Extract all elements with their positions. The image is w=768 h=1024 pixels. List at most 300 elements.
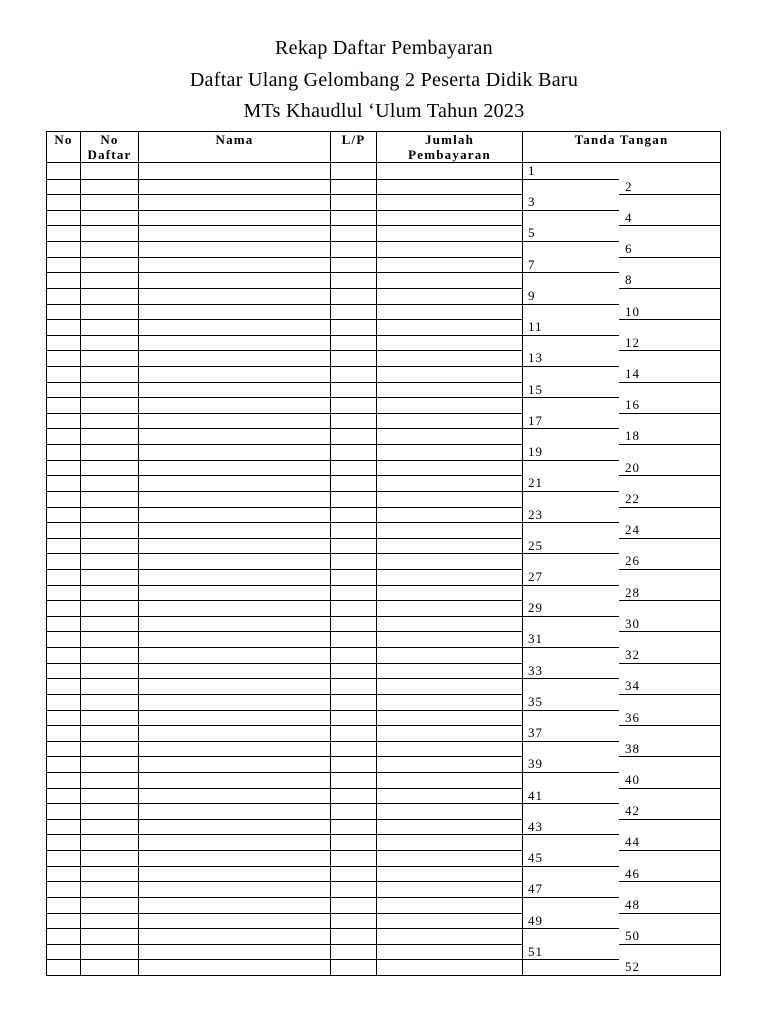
table-header xyxy=(47,132,720,163)
nama-cell xyxy=(139,819,331,834)
jumlah-pembayaran-cell xyxy=(377,803,523,819)
no-daftar-cell xyxy=(81,507,139,522)
table-row xyxy=(47,428,720,444)
lp-cell xyxy=(331,335,377,350)
signature-number: 50 xyxy=(625,928,640,943)
signature-number: 42 xyxy=(625,803,640,818)
jumlah-pembayaran-cell xyxy=(377,756,523,772)
no-cell xyxy=(47,819,81,834)
signature-cell xyxy=(523,928,720,944)
signature-cell xyxy=(523,881,720,897)
lp-cell xyxy=(331,678,377,694)
lp-cell xyxy=(331,460,377,475)
table-row xyxy=(47,944,720,959)
table-row xyxy=(47,257,720,272)
signature-cell xyxy=(523,538,720,553)
no-cell xyxy=(47,585,81,600)
no-cell xyxy=(47,194,81,210)
table-row xyxy=(47,397,720,413)
lp-cell xyxy=(331,897,377,913)
table-row xyxy=(47,225,720,241)
nama-cell xyxy=(139,928,331,944)
signature-cell xyxy=(523,225,720,241)
jumlah-pembayaran-cell xyxy=(377,475,523,491)
no-cell xyxy=(47,225,81,241)
signature-number: 5 xyxy=(528,225,536,240)
nama-cell xyxy=(139,194,331,210)
header-no-label: No xyxy=(54,132,73,147)
lp-cell xyxy=(331,725,377,741)
table-row xyxy=(47,163,720,179)
signature-number: 38 xyxy=(625,740,640,756)
signature-number: 35 xyxy=(528,694,543,709)
jumlah-pembayaran-cell xyxy=(377,428,523,444)
no-daftar-cell xyxy=(81,491,139,507)
no-cell xyxy=(47,382,81,397)
no-cell xyxy=(47,850,81,866)
signature-cell xyxy=(523,788,720,803)
signature-number: 3 xyxy=(528,194,536,209)
no-daftar-cell xyxy=(81,288,139,304)
payment-table xyxy=(46,131,721,976)
nama-cell xyxy=(139,179,331,194)
signature-number: 15 xyxy=(528,381,543,397)
table-row xyxy=(47,569,720,585)
signature-number: 36 xyxy=(625,709,640,725)
no-daftar-cell xyxy=(81,319,139,335)
no-daftar-cell xyxy=(81,163,139,179)
signature-number: 8 xyxy=(625,272,633,287)
table-row xyxy=(47,585,720,600)
nama-cell xyxy=(139,647,331,663)
lp-cell xyxy=(331,788,377,803)
no-daftar-cell xyxy=(81,553,139,569)
signature-cell xyxy=(523,210,720,225)
no-daftar-cell xyxy=(81,225,139,241)
no-daftar-cell xyxy=(81,772,139,788)
table-row xyxy=(47,756,720,772)
signature-cell xyxy=(523,350,720,366)
signature-cell xyxy=(523,428,720,444)
lp-cell xyxy=(331,241,377,257)
no-cell xyxy=(47,428,81,444)
table-row xyxy=(47,600,720,616)
jumlah-pembayaran-cell xyxy=(377,897,523,913)
signature-number: 2 xyxy=(625,178,633,194)
nama-cell xyxy=(139,725,331,741)
jumlah-pembayaran-cell xyxy=(377,850,523,866)
signature-number: 22 xyxy=(625,491,640,506)
signature-cell xyxy=(523,413,720,428)
no-cell xyxy=(47,319,81,335)
jumlah-pembayaran-cell xyxy=(377,616,523,631)
registration-subtitle: Daftar Ulang Gelombang 2 Peserta Didik Baru xyxy=(189,68,579,91)
signature-number: 13 xyxy=(528,350,543,365)
jumlah-pembayaran-cell xyxy=(377,507,523,522)
jumlah-pembayaran-cell xyxy=(377,866,523,881)
header-tanda-tangan-label: Tanda Tangan xyxy=(574,132,669,147)
no-daftar-cell xyxy=(81,366,139,382)
nama-cell xyxy=(139,163,331,179)
no-daftar-cell xyxy=(81,850,139,866)
table-row xyxy=(47,444,720,460)
jumlah-pembayaran-cell xyxy=(377,241,523,257)
lp-cell xyxy=(331,647,377,663)
no-daftar-cell xyxy=(81,913,139,928)
no-cell xyxy=(47,959,81,975)
lp-cell xyxy=(331,944,377,959)
no-cell xyxy=(47,522,81,538)
no-cell xyxy=(47,678,81,694)
signature-cell xyxy=(523,600,720,616)
no-daftar-cell xyxy=(81,569,139,585)
no-cell xyxy=(47,241,81,257)
nama-cell xyxy=(139,741,331,756)
signature-cell xyxy=(523,710,720,725)
no-cell xyxy=(47,272,81,288)
signature-number: 30 xyxy=(625,615,640,631)
no-cell xyxy=(47,413,81,428)
signature-number: 41 xyxy=(528,787,543,803)
jumlah-pembayaran-cell xyxy=(377,225,523,241)
no-daftar-cell xyxy=(81,788,139,803)
signature-number: 40 xyxy=(625,772,640,787)
nama-cell xyxy=(139,428,331,444)
signature-number: 16 xyxy=(625,397,640,412)
table-row xyxy=(47,522,720,538)
signature-cell xyxy=(523,491,720,507)
signature-cell xyxy=(523,553,720,569)
lp-cell xyxy=(331,397,377,413)
nama-cell xyxy=(139,444,331,460)
nama-cell xyxy=(139,803,331,819)
table-row xyxy=(47,647,720,663)
lp-cell xyxy=(331,819,377,834)
no-daftar-cell xyxy=(81,663,139,678)
no-cell xyxy=(47,913,81,928)
jumlah-pembayaran-cell xyxy=(377,944,523,959)
jumlah-pembayaran-cell xyxy=(377,444,523,460)
no-daftar-cell xyxy=(81,335,139,350)
nama-cell xyxy=(139,585,331,600)
jumlah-pembayaran-cell xyxy=(377,194,523,210)
signature-cell xyxy=(523,944,720,959)
signature-number: 19 xyxy=(528,444,543,459)
no-daftar-cell xyxy=(81,600,139,616)
lp-cell xyxy=(331,194,377,210)
signature-number: 26 xyxy=(625,553,640,568)
table-row xyxy=(47,631,720,647)
signature-cell xyxy=(523,663,720,678)
jumlah-pembayaran-cell xyxy=(377,397,523,413)
lp-cell xyxy=(331,772,377,788)
jumlah-pembayaran-cell xyxy=(377,819,523,834)
signature-number: 52 xyxy=(625,959,640,974)
no-cell xyxy=(47,538,81,553)
no-cell xyxy=(47,475,81,491)
no-cell xyxy=(47,257,81,272)
header-nama-label: Nama xyxy=(215,132,254,147)
nama-cell xyxy=(139,413,331,428)
table-row xyxy=(47,772,720,788)
no-daftar-cell xyxy=(81,928,139,944)
no-daftar-cell xyxy=(81,741,139,756)
nama-cell xyxy=(139,788,331,803)
table-row xyxy=(47,413,720,428)
signature-number: 14 xyxy=(625,366,640,381)
lp-cell xyxy=(331,350,377,366)
no-daftar-cell xyxy=(81,866,139,881)
jumlah-pembayaran-cell xyxy=(377,647,523,663)
no-cell xyxy=(47,944,81,959)
table-row xyxy=(47,881,720,897)
jumlah-pembayaran-cell xyxy=(377,663,523,678)
table-row xyxy=(47,834,720,850)
no-daftar-cell xyxy=(81,631,139,647)
lp-cell xyxy=(331,288,377,304)
table-row xyxy=(47,366,720,382)
signature-cell xyxy=(523,569,720,585)
signature-cell xyxy=(523,834,720,850)
signature-cell xyxy=(523,741,720,756)
signature-number: 27 xyxy=(528,569,543,584)
no-cell xyxy=(47,616,81,631)
signature-cell xyxy=(523,850,720,866)
no-cell xyxy=(47,881,81,897)
signature-cell xyxy=(523,444,720,460)
no-daftar-cell xyxy=(81,694,139,710)
nama-cell xyxy=(139,241,331,257)
nama-cell xyxy=(139,272,331,288)
no-cell xyxy=(47,304,81,319)
no-cell xyxy=(47,444,81,460)
no-cell xyxy=(47,647,81,663)
no-daftar-cell xyxy=(81,444,139,460)
jumlah-pembayaran-cell xyxy=(377,179,523,194)
lp-cell xyxy=(331,834,377,850)
table-row xyxy=(47,663,720,678)
jumlah-pembayaran-cell xyxy=(377,304,523,319)
no-cell xyxy=(47,741,81,756)
nama-cell xyxy=(139,569,331,585)
nama-cell xyxy=(139,616,331,631)
no-daftar-cell xyxy=(81,241,139,257)
table-row xyxy=(47,741,720,756)
no-daftar-cell xyxy=(81,834,139,850)
signature-cell xyxy=(523,460,720,475)
table-row xyxy=(47,866,720,881)
nama-cell xyxy=(139,553,331,569)
signature-cell xyxy=(523,756,720,772)
signature-number: 11 xyxy=(528,319,543,334)
jumlah-pembayaran-cell xyxy=(377,741,523,756)
nama-cell xyxy=(139,225,331,241)
signature-number: 6 xyxy=(625,241,633,256)
header-nama xyxy=(139,132,331,162)
signature-number: 12 xyxy=(625,334,640,350)
no-daftar-cell xyxy=(81,897,139,913)
signature-cell xyxy=(523,819,720,834)
table-row xyxy=(47,382,720,397)
no-daftar-cell xyxy=(81,210,139,225)
signature-number: 1 xyxy=(528,163,536,178)
jumlah-pembayaran-cell xyxy=(377,913,523,928)
signature-cell xyxy=(523,616,720,631)
lp-cell xyxy=(331,741,377,756)
nama-cell xyxy=(139,522,331,538)
lp-cell xyxy=(331,366,377,382)
jumlah-pembayaran-cell xyxy=(377,413,523,428)
signature-cell xyxy=(523,241,720,257)
table-row xyxy=(47,913,720,928)
no-daftar-cell xyxy=(81,522,139,538)
no-daftar-cell xyxy=(81,725,139,741)
lp-cell xyxy=(331,850,377,866)
signature-number: 34 xyxy=(625,678,640,693)
signature-cell xyxy=(523,397,720,413)
signature-number: 17 xyxy=(528,412,543,428)
nama-cell xyxy=(139,959,331,975)
lp-cell xyxy=(331,881,377,897)
no-cell xyxy=(47,663,81,678)
signature-cell xyxy=(523,272,720,288)
signature-number: 47 xyxy=(528,881,543,896)
lp-cell xyxy=(331,257,377,272)
signature-number: 49 xyxy=(528,912,543,928)
lp-cell xyxy=(331,616,377,631)
jumlah-pembayaran-cell xyxy=(377,569,523,585)
no-daftar-cell xyxy=(81,647,139,663)
no-daftar-cell xyxy=(81,382,139,397)
signature-cell xyxy=(523,678,720,694)
nama-cell xyxy=(139,366,331,382)
lp-cell xyxy=(331,225,377,241)
signature-cell xyxy=(523,179,720,194)
no-daftar-cell xyxy=(81,304,139,319)
jumlah-pembayaran-cell xyxy=(377,319,523,335)
jumlah-pembayaran-cell xyxy=(377,272,523,288)
header-lp xyxy=(331,132,377,162)
signature-cell xyxy=(523,897,720,913)
signature-cell xyxy=(523,288,720,304)
no-cell xyxy=(47,725,81,741)
signature-number: 28 xyxy=(625,584,640,600)
signature-number: 4 xyxy=(625,209,633,225)
no-cell xyxy=(47,600,81,616)
table-row xyxy=(47,241,720,257)
lp-cell xyxy=(331,210,377,225)
no-cell xyxy=(47,928,81,944)
no-daftar-cell xyxy=(81,179,139,194)
nama-cell xyxy=(139,756,331,772)
jumlah-pembayaran-cell xyxy=(377,600,523,616)
signature-cell xyxy=(523,772,720,788)
jumlah-pembayaran-cell xyxy=(377,522,523,538)
signature-number: 9 xyxy=(528,288,536,303)
lp-cell xyxy=(331,756,377,772)
lp-cell xyxy=(331,475,377,491)
table-row xyxy=(47,819,720,834)
no-daftar-cell xyxy=(81,538,139,553)
header-no-daftar xyxy=(81,132,139,162)
signature-number: 25 xyxy=(528,537,543,553)
signature-cell xyxy=(523,959,720,975)
table-row xyxy=(47,725,720,741)
signature-number: 43 xyxy=(528,818,543,834)
signature-number: 33 xyxy=(528,662,543,678)
header-no-daftar-label: No Daftar xyxy=(87,132,132,162)
signature-cell xyxy=(523,647,720,663)
table-row xyxy=(47,288,720,304)
signature-cell xyxy=(523,522,720,538)
table-row xyxy=(47,959,720,975)
nama-cell xyxy=(139,678,331,694)
no-daftar-cell xyxy=(81,460,139,475)
lp-cell xyxy=(331,569,377,585)
jumlah-pembayaran-cell xyxy=(377,460,523,475)
jumlah-pembayaran-cell xyxy=(377,163,523,179)
no-cell xyxy=(47,179,81,194)
jumlah-pembayaran-cell xyxy=(377,710,523,725)
signature-cell xyxy=(523,194,720,210)
table-row xyxy=(47,179,720,194)
header-jumlah-pembayaran xyxy=(377,132,523,162)
lp-cell xyxy=(331,803,377,819)
signature-cell xyxy=(523,475,720,491)
nama-cell xyxy=(139,460,331,475)
nama-cell xyxy=(139,475,331,491)
no-daftar-cell xyxy=(81,585,139,600)
table-row xyxy=(47,350,720,366)
lp-cell xyxy=(331,163,377,179)
nama-cell xyxy=(139,507,331,522)
table-row xyxy=(47,788,720,803)
no-cell xyxy=(47,507,81,522)
lp-cell xyxy=(331,585,377,600)
no-cell xyxy=(47,350,81,366)
table-row xyxy=(47,491,720,507)
nama-cell xyxy=(139,491,331,507)
lp-cell xyxy=(331,538,377,553)
nama-cell xyxy=(139,897,331,913)
signature-cell xyxy=(523,585,720,600)
no-cell xyxy=(47,694,81,710)
table-row xyxy=(47,553,720,569)
lp-cell xyxy=(331,491,377,507)
table-row xyxy=(47,538,720,553)
jumlah-pembayaran-cell xyxy=(377,257,523,272)
signature-number: 45 xyxy=(528,850,543,865)
lp-cell xyxy=(331,382,377,397)
no-cell xyxy=(47,631,81,647)
no-cell xyxy=(47,553,81,569)
lp-cell xyxy=(331,694,377,710)
nama-cell xyxy=(139,600,331,616)
lp-cell xyxy=(331,304,377,319)
signature-cell xyxy=(523,866,720,881)
signature-cell xyxy=(523,304,720,319)
report-title: Rekap Daftar Pembayaran xyxy=(275,37,493,59)
nama-cell xyxy=(139,850,331,866)
jumlah-pembayaran-cell xyxy=(377,491,523,507)
no-cell xyxy=(47,788,81,803)
no-daftar-cell xyxy=(81,194,139,210)
lp-cell xyxy=(331,179,377,194)
no-daftar-cell xyxy=(81,272,139,288)
nama-cell xyxy=(139,772,331,788)
nama-cell xyxy=(139,350,331,366)
jumlah-pembayaran-cell xyxy=(377,959,523,975)
